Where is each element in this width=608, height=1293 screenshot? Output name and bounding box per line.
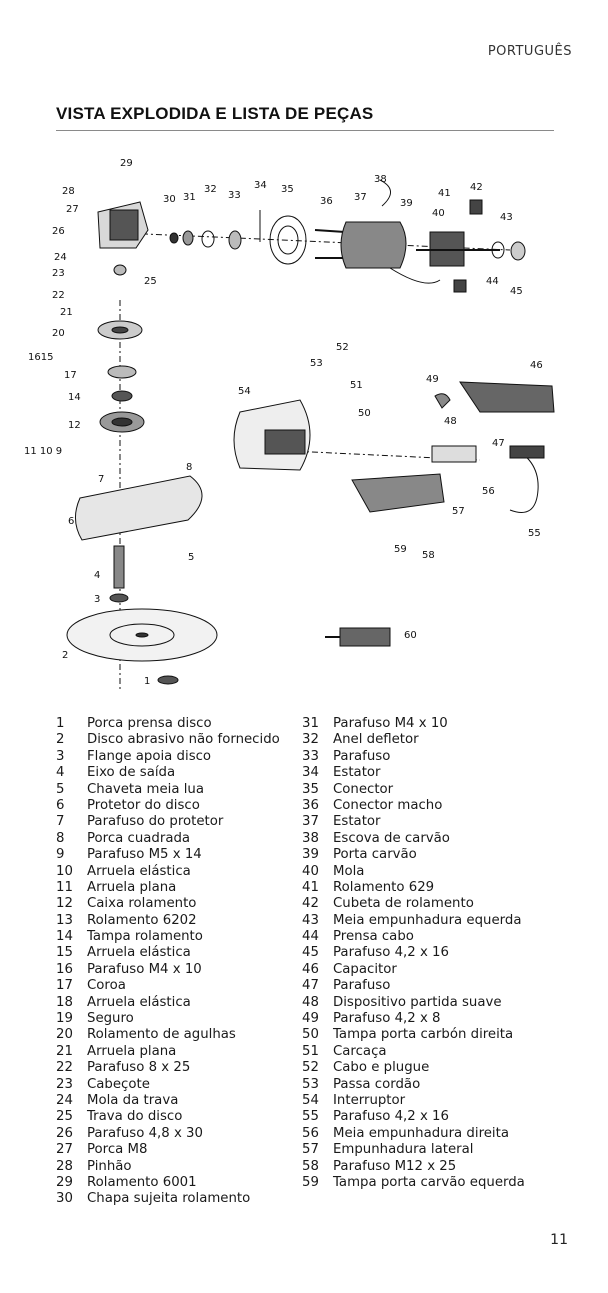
parts-list-row xyxy=(302,1109,525,1125)
part-name: Cabo e plugue xyxy=(333,1060,430,1076)
part-number: 35 xyxy=(302,781,319,797)
part-name: Conector xyxy=(333,781,394,797)
parts-list-row xyxy=(302,782,525,798)
part-number: 38 xyxy=(302,830,319,846)
callout-46: 49 xyxy=(426,374,439,385)
callout-39: 42 xyxy=(470,182,483,193)
callout-48: 51 xyxy=(350,380,363,391)
part-name: Empunhadura lateral xyxy=(333,1142,474,1158)
callout-43: 46 xyxy=(530,360,543,371)
callout-13: 14 xyxy=(68,392,81,403)
part-number: 22 xyxy=(56,1060,73,1076)
callout-44: 47 xyxy=(492,438,505,449)
callout-47: 50 xyxy=(358,408,371,419)
part-name: Rolamento 6202 xyxy=(87,912,197,928)
part-name: Estator xyxy=(333,814,381,830)
callout-22: 25 xyxy=(144,276,157,287)
parts-list-row xyxy=(56,913,280,929)
callout-49: 52 xyxy=(336,342,349,353)
callout-26: 29 xyxy=(120,158,133,169)
callout-4: 4 xyxy=(94,570,101,581)
callout-37: 40 xyxy=(432,208,445,219)
part-name: Parafuso M4 x 10 xyxy=(333,716,448,731)
callout-19: 22 xyxy=(52,290,65,301)
callout-56: 59 xyxy=(394,544,407,555)
part-name: Arruela elástica xyxy=(87,994,191,1010)
callout-35: 38 xyxy=(374,174,387,185)
part-number: 8 xyxy=(56,830,65,846)
part-number: 18 xyxy=(56,994,73,1010)
part-number: 52 xyxy=(302,1060,319,1076)
section-title: VISTA EXPLODIDA E LISTA DE PEÇAS xyxy=(56,104,374,123)
part-number: 48 xyxy=(302,994,319,1010)
callout-21: 24 xyxy=(54,252,67,263)
part-name: Anel defletor xyxy=(333,732,419,748)
parts-list-row xyxy=(56,945,280,961)
part-name: Parafuso 4,2 x 16 xyxy=(333,1109,449,1125)
part-name: Flange apoia disco xyxy=(87,748,212,764)
parts-list-row xyxy=(56,749,280,765)
parts-list-row xyxy=(302,945,525,961)
callout-24: 27 xyxy=(66,204,79,215)
part-name: Cubeta de rolamento xyxy=(333,896,474,912)
part-number: 53 xyxy=(302,1076,319,1092)
part-number: 25 xyxy=(56,1109,73,1125)
callout-34: 37 xyxy=(354,192,367,203)
part-number: 19 xyxy=(56,1011,73,1027)
part-number: 33 xyxy=(302,748,319,764)
part-number: 54 xyxy=(302,1092,319,1108)
part-number: 26 xyxy=(56,1125,73,1141)
part-number: 55 xyxy=(302,1109,319,1125)
callout-41: 44 xyxy=(486,276,499,287)
part-name: Parafuso M4 x 10 xyxy=(87,961,202,977)
callout-40: 43 xyxy=(500,212,513,223)
parts-list-row xyxy=(56,1175,280,1191)
part-name: Capacitor xyxy=(333,961,397,977)
part-name: Mola da trava xyxy=(87,1092,179,1108)
part-name: Arruela elástica xyxy=(87,863,191,879)
part-number: 43 xyxy=(302,912,319,928)
parts-list-row xyxy=(56,864,280,880)
callout-30: 33 xyxy=(228,190,241,201)
part-name: Trava do disco xyxy=(87,1109,183,1125)
part-name: Rolamento de agulhas xyxy=(87,1027,236,1043)
part-number: 41 xyxy=(302,879,319,895)
parts-list-row xyxy=(302,962,525,978)
part-name: Porca M8 xyxy=(87,1142,148,1158)
part-name: Cabeçote xyxy=(87,1076,150,1092)
part-number: 59 xyxy=(302,1174,319,1190)
part-name: Chaveta meia lua xyxy=(87,781,204,797)
parts-list-row xyxy=(302,732,525,748)
part-name: Escova de carvão xyxy=(333,830,450,846)
part-number: 31 xyxy=(302,716,319,731)
part-name: Parafuso xyxy=(333,748,391,764)
part-name: Meia empunhadura direita xyxy=(333,1125,509,1141)
parts-list-row xyxy=(302,1060,525,1076)
callout-55: 58 xyxy=(422,550,435,561)
exploded-view-diagram xyxy=(24,150,580,710)
callout-12: 12 xyxy=(68,420,81,431)
part-number: 17 xyxy=(56,978,73,994)
callout-1615: 1615 xyxy=(28,352,54,363)
parts-list-row xyxy=(56,1126,280,1142)
part-name: Rolamento 629 xyxy=(333,879,435,895)
part-number: 7 xyxy=(56,814,65,830)
parts-list-row xyxy=(56,1191,280,1207)
part-name: Parafuso 8 x 25 xyxy=(87,1060,191,1076)
callout-20: 23 xyxy=(52,268,65,279)
part-number: 42 xyxy=(302,896,319,912)
part-number: 36 xyxy=(302,797,319,813)
callout-45: 48 xyxy=(444,416,457,427)
callout-51: 54 xyxy=(238,386,251,397)
parts-list-row xyxy=(56,798,280,814)
parts-list-row xyxy=(56,1109,280,1125)
part-number: 3 xyxy=(56,748,65,764)
callout-18: 21 xyxy=(60,307,73,318)
callout-54: 57 xyxy=(452,506,465,517)
parts-list-row xyxy=(56,896,280,912)
part-name: Arruela elástica xyxy=(87,945,191,961)
part-name: Prensa cabo xyxy=(333,929,414,945)
parts-list-row xyxy=(302,1159,525,1175)
parts-list-row xyxy=(56,995,280,1011)
callout-23: 26 xyxy=(52,226,65,237)
parts-list-right-column xyxy=(302,716,525,1191)
part-name: Estator xyxy=(333,765,381,781)
part-name: Disco abrasivo não fornecido xyxy=(87,732,280,748)
parts-list-row xyxy=(302,929,525,945)
part-number: 20 xyxy=(56,1027,73,1043)
part-name: Passa cordão xyxy=(333,1076,421,1092)
parts-list-row xyxy=(56,1077,280,1093)
part-number: 4 xyxy=(56,765,65,781)
part-name: Porca prensa disco xyxy=(87,716,212,731)
callout-6: 6 xyxy=(68,516,75,527)
part-name: Arruela plana xyxy=(87,1043,177,1059)
part-number: 27 xyxy=(56,1142,73,1158)
part-name: Porta carvão xyxy=(333,847,417,863)
parts-list-row xyxy=(302,831,525,847)
parts-list-row xyxy=(302,765,525,781)
part-number: 23 xyxy=(56,1076,73,1092)
callout-38: 41 xyxy=(438,188,451,199)
part-name: Conector macho xyxy=(333,797,443,813)
language-label: PORTUGUÊS xyxy=(487,44,572,59)
callout-17: 20 xyxy=(52,328,65,339)
parts-list-row xyxy=(302,995,525,1011)
callout-29: 32 xyxy=(204,184,217,195)
part-number: 10 xyxy=(56,863,73,879)
part-name: Interruptor xyxy=(333,1092,406,1108)
parts-list-row xyxy=(56,732,280,748)
part-name: Parafuso 4,2 x 8 xyxy=(333,1011,441,1027)
callout-5: 5 xyxy=(188,552,195,563)
part-number: 16 xyxy=(56,961,73,977)
parts-list-row xyxy=(302,978,525,994)
part-name: Coroa xyxy=(87,978,126,994)
parts-list-left-column xyxy=(56,716,280,1208)
part-name: Parafuso M12 x 25 xyxy=(333,1158,457,1174)
title-rule xyxy=(56,130,554,131)
parts-list-row xyxy=(56,1044,280,1060)
part-number: 13 xyxy=(56,912,73,928)
part-name: Protetor do disco xyxy=(87,797,200,813)
parts-list-row xyxy=(302,1175,525,1191)
part-name: Parafuso do protetor xyxy=(87,814,224,830)
part-number: 14 xyxy=(56,929,73,945)
part-number: 15 xyxy=(56,945,73,961)
part-number: 1 xyxy=(56,716,65,731)
part-name: Pinhão xyxy=(87,1158,132,1174)
part-number: 6 xyxy=(56,797,65,813)
parts-list-row xyxy=(302,847,525,863)
part-name: Chapa sujeita rolamento xyxy=(87,1191,251,1207)
callout-11-10-9: 11 10 9 xyxy=(24,446,63,457)
parts-list-row xyxy=(56,962,280,978)
parts-list-row xyxy=(56,782,280,798)
parts-list-row xyxy=(302,1142,525,1158)
parts-list-row xyxy=(56,716,280,732)
callout-31: 34 xyxy=(254,180,267,191)
part-name: Seguro xyxy=(87,1011,134,1027)
parts-list-row xyxy=(302,864,525,880)
parts-list-row xyxy=(56,929,280,945)
part-number: 34 xyxy=(302,765,319,781)
parts-list-row xyxy=(302,880,525,896)
part-number: 56 xyxy=(302,1125,319,1141)
callout-25: 28 xyxy=(62,186,75,197)
part-name: Parafuso 4,2 x 16 xyxy=(333,945,449,961)
part-name: Caixa rolamento xyxy=(87,896,197,912)
exploded-view-svg xyxy=(24,150,580,710)
part-number: 46 xyxy=(302,961,319,977)
part-name: Carcaça xyxy=(333,1043,387,1059)
part-name: Parafuso xyxy=(333,978,391,994)
callout-7: 7 xyxy=(98,474,105,485)
part-number: 30 xyxy=(56,1191,73,1207)
part-number: 40 xyxy=(302,863,319,879)
part-name: Rolamento 6001 xyxy=(87,1174,197,1190)
part-name: Parafuso M5 x 14 xyxy=(87,847,202,863)
parts-list-row xyxy=(302,716,525,732)
part-name: Tampa porta carvão equerda xyxy=(333,1174,525,1190)
part-number: 12 xyxy=(56,896,73,912)
parts-list-row xyxy=(56,765,280,781)
callout-53: 56 xyxy=(482,486,495,497)
callout-1: 1 xyxy=(144,676,151,687)
parts-list-row xyxy=(302,1126,525,1142)
parts-list-row xyxy=(302,1027,525,1043)
part-number: 24 xyxy=(56,1092,73,1108)
parts-list-row xyxy=(302,896,525,912)
callout-52: 55 xyxy=(528,528,541,539)
part-number: 37 xyxy=(302,814,319,830)
part-number: 29 xyxy=(56,1174,73,1190)
parts-list-row xyxy=(302,1077,525,1093)
part-name: Mola xyxy=(333,863,365,879)
part-name: Meia empunhadura equerda xyxy=(333,912,522,928)
parts-list-row xyxy=(56,1027,280,1043)
part-number: 11 xyxy=(56,879,73,895)
callout-28: 31 xyxy=(183,192,196,203)
parts-list-row xyxy=(56,831,280,847)
callout-36: 39 xyxy=(400,198,413,209)
parts-list-row xyxy=(56,1142,280,1158)
part-number: 51 xyxy=(302,1043,319,1059)
part-number: 32 xyxy=(302,732,319,748)
part-number: 47 xyxy=(302,978,319,994)
callout-3: 3 xyxy=(94,594,101,605)
parts-list-row xyxy=(302,913,525,929)
parts-list-row xyxy=(302,1044,525,1060)
parts-list-row xyxy=(302,798,525,814)
part-number: 50 xyxy=(302,1027,319,1043)
part-number: 44 xyxy=(302,929,319,945)
callout-42: 45 xyxy=(510,286,523,297)
parts-list-row xyxy=(56,978,280,994)
parts-list-row xyxy=(56,1060,280,1076)
part-number: 49 xyxy=(302,1011,319,1027)
part-number: 2 xyxy=(56,732,65,748)
part-name: Eixo de saída xyxy=(87,765,176,781)
parts-list-row xyxy=(302,749,525,765)
part-number: 58 xyxy=(302,1158,319,1174)
part-number: 28 xyxy=(56,1158,73,1174)
part-name: Arruela plana xyxy=(87,879,177,895)
part-name: Dispositivo partida suave xyxy=(333,994,502,1010)
part-name: Tampa porta carbón direita xyxy=(333,1027,514,1043)
parts-list-row xyxy=(56,1093,280,1109)
parts-list-row xyxy=(302,814,525,830)
part-number: 57 xyxy=(302,1142,319,1158)
part-number: 9 xyxy=(56,847,65,863)
callout-50: 53 xyxy=(310,358,323,369)
parts-list-row xyxy=(302,1093,525,1109)
parts-list-row xyxy=(56,1159,280,1175)
callout-32: 35 xyxy=(281,184,294,195)
part-number: 39 xyxy=(302,847,319,863)
parts-list-row xyxy=(56,880,280,896)
part-name: Tampa rolamento xyxy=(87,929,203,945)
part-name: Parafuso 4,8 x 30 xyxy=(87,1125,203,1141)
parts-list-row xyxy=(56,847,280,863)
callout-8: 8 xyxy=(186,462,193,473)
callout-2: 2 xyxy=(62,650,69,661)
parts-list-row xyxy=(56,1011,280,1027)
parts-list-row xyxy=(302,1011,525,1027)
callout-57: 60 xyxy=(404,630,417,641)
parts-list-row xyxy=(56,814,280,830)
callout-33: 36 xyxy=(320,196,333,207)
part-number: 21 xyxy=(56,1043,73,1059)
page-number: 11 xyxy=(550,1232,568,1248)
part-name: Porca cuadrada xyxy=(87,830,191,846)
callout-14: 17 xyxy=(64,370,77,381)
callout-27: 30 xyxy=(163,194,176,205)
part-number: 45 xyxy=(302,945,319,961)
part-number: 5 xyxy=(56,781,65,797)
